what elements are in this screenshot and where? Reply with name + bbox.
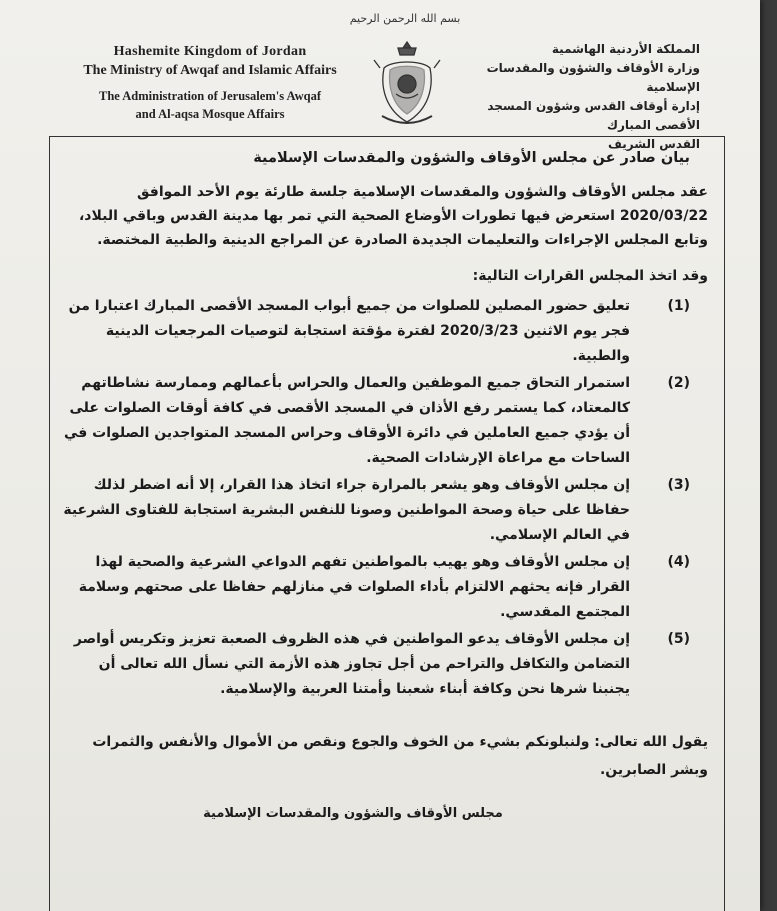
statement-title: بيان صادر عن مجلس الأوقاف والشؤون والمقدسات الإسلامية [253, 150, 690, 166]
basmala: بسم الله الرحمن الرحيم [349, 12, 461, 25]
statement-intro: عقد مجلس الأوقاف والشؤون والمقدسات الإسلامية جلسة طارئة يوم الأحد الموافق 2020/03/22 استعرض فيها تطورات الأوضاع الصحية التي تمر بها مدينة القدس وباقي البلاد، وتابع المجلس الإجراءات والتعليمات الجديدة الصادرة عن المراجع الدينية والطبية المختصة. [78, 184, 708, 248]
letterhead-ar-administration: إدارة أوقاف القدس وشؤون المسجد الأقصى المبارك [487, 99, 700, 132]
statement-body [58, 150, 708, 821]
letterhead-ar-kingdom: المملكة الأردنية الهاشمية [551, 42, 700, 56]
decision-number: (5) [667, 631, 690, 647]
decision-item [58, 473, 708, 548]
decision-item [58, 627, 708, 702]
decisions-label: وقد اتخذ المجلس القرارات التالية: [472, 268, 708, 284]
jordan-coat-of-arms-icon [372, 38, 442, 128]
decision-text: استمرار التحاق جميع الموظفين والعمال والحراس بأعمالهم وممارسة نشاطاتهم كالمعتاد، كما يستمر رفع الأذان في المسجد الأقصى في كافة أوقات الصلوات على أن يؤدي جميع العاملين في دائرة الأوقاف وحراس المسجد المتواجدين الصلوات في الساحات مع مراعاة الإرشادات الصحية. [63, 375, 630, 466]
letterhead-ar-ministry: وزارة الأوقاف والشؤون والمقدسات الإسلامية [486, 61, 700, 94]
decision-number: (4) [667, 554, 690, 570]
quran-verse: يقول الله تعالى: ولنبلونكم بشيء من الخوف والجوع ونقص من الأموال والأنفس والثمرات وبشر الصابرين. [92, 734, 708, 778]
letterhead-english [60, 44, 360, 122]
decision-text: إن مجلس الأوقاف يدعو المواطنين في هذه الظروف الصعبة تعزيز وتكريس أواصر التضامن والتكافل والتراحم من أجل تجاوز هذه الأزمة التي نسأل الله تعالى أن يجنبنا شرها نحن وكافة أبناء شعبنا وأمتنا العربية والإسلامية. [73, 631, 630, 697]
decision-number: (3) [667, 477, 690, 493]
decision-text: إن مجلس الأوقاف وهو يشعر بالمرارة جراء اتخاذ هذا القرار، إلا أنه اضطر لذلك حفاظا على حياة وصحة المواطنين وصونا للنفس البشرية استجابة للفتاوى الشرعية في العالم الإسلامي. [63, 477, 630, 543]
decision-number: (1) [667, 298, 690, 314]
letterhead-kingdom: Hashemite Kingdom of Jordan [113, 44, 307, 59]
decision-item [58, 294, 708, 369]
decision-text: إن مجلس الأوقاف وهو يهيب بالمواطنين تفهم الدواعي الشرعية والصحية لهذا القرار فإنه يحثهم الالتزام بأداء الصلوات في منازلهم حفاظا على صحتهم وسلامة المجتمع المقدسي. [78, 554, 630, 620]
decision-item [58, 371, 708, 471]
letterhead-aqsa-affairs: and Al-aqsa Mosque Affairs [135, 107, 285, 121]
letterhead-ministry: The Ministry of Awqaf and Islamic Affairs [83, 63, 337, 78]
decision-text: تعليق حضور المصلين للصلوات من جميع أبواب المسجد الأقصى المبارك اعتبارا من فجر يوم الاثنين 2020/3/23 لفترة مؤقتة استجابة لتوصيات المرجعيات الدينية والطبية. [68, 298, 630, 364]
decision-number: (2) [667, 375, 690, 391]
letterhead-ar-quds: القدس الشريف [607, 137, 700, 151]
decision-item [58, 550, 708, 625]
statement-signature: مجلس الأوقاف والشؤون والمقدسات الإسلامية [203, 806, 503, 821]
letterhead-administration: The Administration of Jerusalem's Awqaf [99, 89, 321, 103]
